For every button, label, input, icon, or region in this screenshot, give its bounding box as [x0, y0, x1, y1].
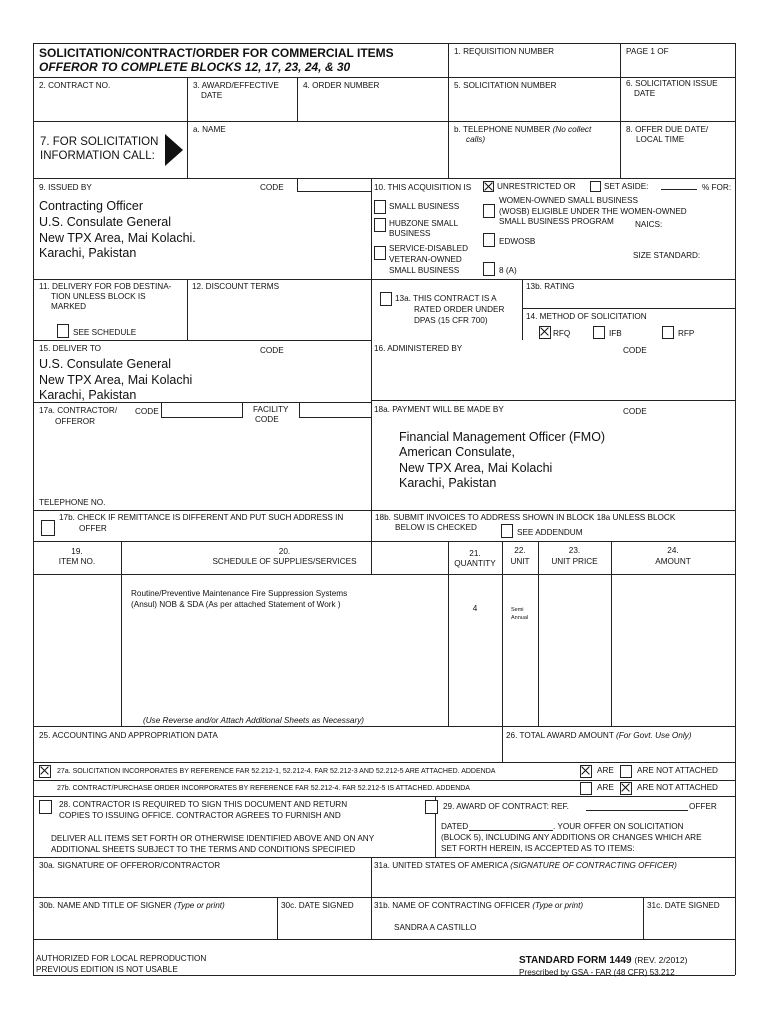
page-label: PAGE 1 OF: [626, 47, 669, 56]
facility-code-field[interactable]: [299, 402, 372, 418]
issued-by-code-label: CODE: [260, 183, 284, 192]
award-date-label: 3. AWARD/EFFECTIVE: [193, 81, 279, 90]
unit-header: 22.: [514, 546, 526, 555]
hubzone-label-2: BUSINESS: [389, 229, 431, 238]
27b-are-label: ARE: [597, 783, 614, 792]
29-label-3: (BLOCK 5), INCLUDING ANY ADDITIONS OR CHANGES WHICH ARE: [441, 833, 702, 842]
offeror-date-signed-label: 30c. DATE SIGNED: [281, 901, 354, 910]
contractor-code-label: CODE: [135, 407, 159, 416]
contract-no-label: 2. CONTRACT NO.: [39, 81, 111, 90]
27a-label: 27a. SOLICITATION INCORPORATES BY REFERENCE FAR 52.212-1, 52.212-4. FAR 52.212-3 AND 52.212-5 ARE ATTACHED. ADDENDA: [57, 768, 496, 775]
payment-by-label: 18a. PAYMENT WILL BE MADE BY: [374, 405, 504, 414]
item-description: Routine/Preventive Maintenance Fire Suppression Systems: [131, 589, 348, 598]
offer-due-label: 8. OFFER DUE DATE/: [626, 125, 709, 134]
unrestricted-checkbox[interactable]: [483, 181, 494, 192]
solicitation-issue-date-label: 6. SOLICITATION ISSUE: [626, 79, 718, 88]
unit-header-2: UNIT: [510, 557, 530, 566]
28-label-4: ADDITIONAL SHEETS SUBJECT TO THE TERMS AND CONDITIONS SPECIFIED: [51, 845, 356, 854]
issued-by-line: New TPX Area, Mai Kolachi.: [39, 231, 196, 245]
usa-signature-label-text: 31a. UNITED STATES OF AMERICA: [374, 861, 508, 870]
wosb-label-3: SMALL BUSINESS PROGRAM: [499, 217, 614, 226]
set-aside-label: SET ASIDE:: [604, 182, 649, 191]
payment-line: American Consulate,: [399, 445, 516, 459]
sdvosb-label: SERVICE-DISABLED: [389, 244, 469, 253]
offeror-signature-label: 30a. SIGNATURE OF OFFEROR/CONTRACTOR: [39, 861, 221, 870]
27b-not-checkbox[interactable]: [620, 782, 632, 795]
telephone-label-text: b. TELEPHONE NUMBER: [454, 125, 551, 134]
method-label: 14. METHOD OF SOLICITATION: [526, 312, 647, 321]
rated-order-checkbox[interactable]: [380, 292, 392, 306]
sdvosb-checkbox[interactable]: [374, 246, 386, 260]
29-label: 29. AWARD OF CONTRACT: REF.: [443, 802, 569, 811]
item-description-2: (Ansul) NOB & SDA (As per attached Statement of Work ): [131, 600, 341, 609]
usa-signature-note: (SIGNATURE OF CONTRACTING OFFICER): [510, 861, 677, 870]
rfq-label: RFQ: [553, 329, 571, 338]
item-no-header: 19.: [71, 547, 83, 556]
footer-reproduction: AUTHORIZED FOR LOCAL REPRODUCTION: [36, 954, 207, 963]
28-label-2: COPIES TO ISSUING OFFICE. CONTRACTOR AGREES TO FURNISH AND: [59, 811, 341, 820]
signer-name-label-text: 30b. NAME AND TITLE OF SIGNER: [39, 901, 172, 910]
solicitation-info-label: 7. FOR SOLICITATION: [40, 136, 159, 148]
wosb-label: WOMEN-OWNED SMALL BUSINESS: [499, 196, 638, 205]
standard-form-rev: (REV. 2/2012): [634, 955, 688, 965]
ifb-label: IFB: [609, 329, 622, 338]
award-date-label-2: DATE: [201, 91, 223, 100]
item-unit: Semi: [511, 607, 524, 613]
prescribed-by-label: Prescribed by GSA - FAR (48 CFR) 53.212: [519, 968, 675, 977]
rated-order-label-3: DPAS (15 CFR 700): [414, 316, 488, 325]
see-addendum-checkbox[interactable]: [501, 524, 513, 538]
contractor-code-field[interactable]: [161, 402, 243, 418]
solicitation-info-label-2: INFORMATION CALL:: [40, 150, 155, 162]
requisition-number-field[interactable]: [451, 57, 617, 75]
contractor-label-2: OFFEROR: [55, 417, 96, 426]
signer-name-note: (Type or print): [173, 901, 225, 910]
solicitation-issue-date-label-2: DATE: [634, 89, 656, 98]
deliver-to-code-label: CODE: [260, 346, 284, 355]
29-label-4: SET FORTH HEREIN, IS ACCEPTED AS TO ITEMS:: [441, 844, 635, 853]
contractor-label: 17a. CONTRACTOR/: [39, 406, 118, 415]
29-checkbox[interactable]: [425, 800, 438, 814]
unit-price-header: 23.: [568, 546, 581, 555]
deliver-to-line: Karachi, Pakistan: [39, 388, 137, 402]
requisition-number-label: 1. REQUISITION NUMBER: [454, 47, 555, 56]
discount-terms-label: 12. DISCOUNT TERMS: [192, 282, 280, 291]
27a-are-label: ARE: [597, 766, 614, 775]
29-dated-label-2: . YOUR OFFER ON SOLICITATION: [553, 822, 684, 831]
set-aside-checkbox[interactable]: [590, 181, 601, 192]
delivery-fob-label: 11. DELIVERY FOR FOB DESTINA-: [39, 282, 172, 291]
contracting-officer-name: SANDRA A CASTILLO: [394, 923, 477, 932]
contracting-officer-name-note: (Type or print): [532, 901, 584, 910]
total-award-label-text: 26. TOTAL AWARD AMOUNT: [506, 731, 614, 740]
arrow-right-icon: [165, 134, 183, 166]
offer-due-label-2: LOCAL TIME: [636, 135, 685, 144]
contracting-officer-name-label: [374, 901, 583, 911]
deliver-to-line: U.S. Consulate General: [39, 357, 172, 371]
rating-label: 13b. RATING: [526, 282, 575, 291]
name-label: a. NAME: [193, 125, 226, 134]
28-checkbox[interactable]: [39, 800, 52, 814]
solicitation-number-label: 5. SOLICITATION NUMBER: [454, 81, 557, 90]
additional-sheets-note: (Use Reverse and/or Attach Additional Sheets as Necessary): [143, 716, 365, 725]
27b-are-checkbox[interactable]: [580, 782, 592, 795]
27b-label: 27b. CONTRACT/PURCHASE ORDER INCORPORATES BY REFERENCE FAR 52.212-4. FAR 52.212-5 IS ATTACHED. ADDENDA: [57, 785, 470, 792]
wosb-label-2: (WOSB) ELIGIBLE UNDER THE WOMEN-OWNED: [499, 207, 687, 216]
total-award-label: [506, 731, 692, 741]
hubzone-label: HUBZONE SMALL: [389, 219, 459, 228]
accounting-data-label: 25. ACCOUNTING AND APPROPRIATION DATA: [39, 731, 218, 740]
see-schedule-checkbox[interactable]: [57, 324, 69, 338]
small-business-checkbox[interactable]: [374, 200, 386, 214]
telephone-no-label: TELEPHONE NO.: [39, 498, 106, 507]
signer-name-label: [39, 901, 225, 911]
issued-by-line: U.S. Consulate General: [39, 215, 172, 229]
form-subtitle: OFFEROR TO COMPLETE BLOCKS 12, 17, 23, 24, & 30: [39, 60, 351, 74]
eight-a-checkbox[interactable]: [483, 262, 495, 276]
see-addendum-label: SEE ADDENDUM: [517, 528, 583, 537]
telephone-label: [454, 125, 591, 135]
sdvosb-label-2: VETERAN-OWNED: [389, 255, 462, 264]
facility-code-label-2: CODE: [255, 415, 279, 424]
remittance-checkbox[interactable]: [41, 520, 55, 536]
29-offer-label: OFFER: [689, 802, 717, 811]
item-no-header-2: ITEM NO.: [58, 557, 96, 566]
standard-form-1449: [33, 43, 735, 979]
rfp-checkbox[interactable]: [662, 326, 674, 339]
footer-edition: PREVIOUS EDITION IS NOT USABLE: [36, 965, 178, 974]
rated-order-label: 13a. THIS CONTRACT IS A: [395, 294, 497, 303]
27a-not-checkbox[interactable]: [620, 765, 632, 778]
payment-line: New TPX Area, Mai Kolachi: [399, 461, 553, 475]
contracting-officer-name-label-text: 31b. NAME OF CONTRACTING OFFICER: [374, 901, 531, 910]
28-label: 28. CONTRACTOR IS REQUIRED TO SIGN THIS DOCUMENT AND RETURN: [59, 800, 348, 809]
small-business-label: SMALL BUSINESS: [389, 202, 460, 211]
supplies-header-2: SCHEDULE OF SUPPLIES/SERVICES: [212, 557, 357, 566]
27a-are-checkbox[interactable]: [580, 765, 592, 778]
ifb-checkbox[interactable]: [593, 326, 605, 339]
form-title: SOLICITATION/CONTRACT/ORDER FOR COMMERCIAL ITEMS: [39, 46, 394, 60]
officer-date-signed-label: 31c. DATE SIGNED: [647, 901, 720, 910]
see-schedule-label: SEE SCHEDULE: [73, 328, 137, 337]
issued-by-label: 9. ISSUED BY: [39, 183, 92, 192]
delivery-fob-label-3: MARKED: [51, 302, 87, 311]
issued-by-code-field[interactable]: [297, 178, 372, 192]
payment-line: Karachi, Pakistan: [399, 476, 497, 490]
amount-header-2: AMOUNT: [655, 557, 691, 566]
item-quantity: 4: [472, 604, 478, 613]
usa-signature-label: [374, 861, 677, 871]
issued-by-line: Karachi, Pakistan: [39, 246, 137, 260]
standard-form-label: [519, 954, 687, 967]
payment-code-label: CODE: [623, 407, 647, 416]
rfp-label: RFP: [678, 329, 695, 338]
rfq-checkbox[interactable]: [539, 326, 551, 339]
unrestricted-label: UNRESTRICTED OR: [497, 182, 576, 191]
29-dated-label: DATED: [441, 822, 469, 831]
percent-for-label: % FOR:: [702, 183, 732, 192]
27b-not-label: ARE NOT ATTACHED: [637, 783, 718, 792]
issued-by-line: Contracting Officer: [39, 199, 143, 213]
quantity-header: 21.: [469, 549, 481, 558]
deliver-to-line: New TPX Area, Mai Kolachi: [39, 373, 193, 387]
28-label-3: DELIVER ALL ITEMS SET FORTH OR OTHERWISE IDENTIFIED ABOVE AND ON ANY: [51, 834, 375, 843]
remittance-label: 17b. CHECK IF REMITTANCE IS DIFFERENT AND PUT SUCH ADDRESS IN: [59, 513, 344, 522]
acquisition-label: 10. THIS ACQUISITION IS: [374, 183, 472, 192]
quantity-header-2: QUANTITY: [454, 559, 496, 568]
edwosb-checkbox[interactable]: [483, 233, 495, 247]
telephone-note: (No collect: [552, 125, 592, 134]
amount-header: 24.: [667, 546, 679, 555]
submit-invoices-label-2: BELOW IS CHECKED: [395, 523, 477, 532]
27a-not-label: ARE NOT ATTACHED: [637, 766, 718, 775]
hubzone-checkbox[interactable]: [374, 218, 386, 232]
administered-by-code-label: CODE: [623, 346, 647, 355]
size-standard-label: SIZE STANDARD:: [633, 251, 701, 260]
order-number-label: 4. ORDER NUMBER: [303, 81, 380, 90]
remittance-label-2: OFFER: [79, 524, 107, 533]
wosb-checkbox[interactable]: [483, 204, 495, 218]
total-award-note: (For Govt. Use Only): [615, 731, 692, 740]
contract-no-field[interactable]: [36, 93, 184, 119]
naics-label: NAICS:: [635, 220, 663, 229]
administered-by-label: 16. ADMINISTERED BY: [374, 344, 463, 353]
item-unit-2: Annual: [511, 615, 529, 621]
facility-code-label: FACILITY: [253, 405, 289, 414]
edwosb-label: EDWOSB: [499, 237, 536, 246]
delivery-fob-label-2: TION UNLESS BLOCK IS: [51, 292, 146, 301]
payment-line: Financial Management Officer (FMO): [399, 430, 606, 444]
sdvosb-label-3: SMALL BUSINESS: [389, 266, 460, 275]
standard-form-number: STANDARD FORM 1449: [519, 955, 632, 966]
unit-price-header-2: UNIT PRICE: [551, 557, 598, 566]
27a-checkbox[interactable]: [39, 765, 51, 778]
supplies-header: 20.: [278, 547, 291, 556]
eight-a-label: 8 (A): [499, 266, 517, 275]
deliver-to-label: 15. DELIVER TO: [39, 344, 102, 353]
rated-order-label-2: RATED ORDER UNDER: [414, 305, 505, 314]
submit-invoices-label: 18b. SUBMIT INVOICES TO ADDRESS SHOWN IN BLOCK 18a UNLESS BLOCK: [375, 513, 676, 522]
telephone-note-2: calls): [466, 135, 486, 144]
